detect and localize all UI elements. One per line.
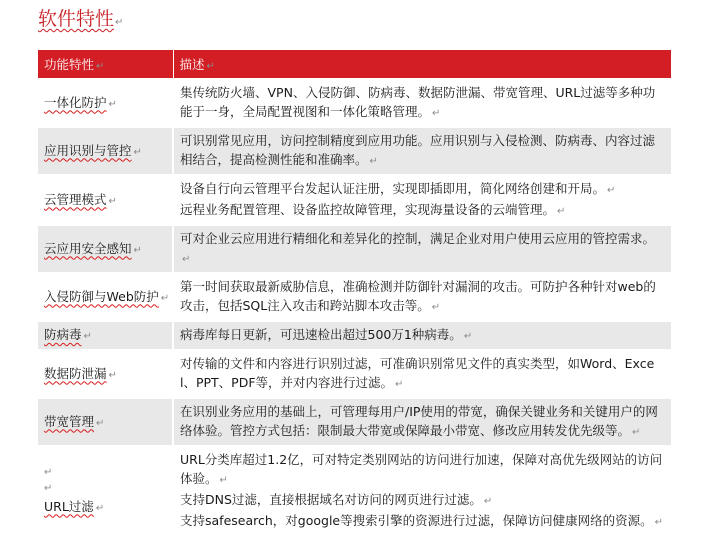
paragraph-mark-icon: ↵ (395, 379, 404, 390)
feature-cell (38, 225, 173, 273)
feature-label: 云应用安全感知 (44, 240, 132, 256)
feature-label: URL过滤 (44, 498, 94, 514)
description-text: 集传统防火墙、VPN、入侵防御、防病毒、数据防泄漏、带宽管理、URL过滤等多种功能于一身，全局配置视图和一体化策略管理。 ↵ (180, 85, 656, 119)
paragraph-mark-icon: ↵ (654, 517, 664, 528)
description-text: 支持DNS过滤，直接根据域名对访问的网页进行过滤。 ↵ (180, 492, 493, 507)
table-row (38, 79, 671, 127)
paragraph-mark-icon: ↵ (483, 496, 493, 507)
description-text: URL分类库超过1.2亿，可对特定类别网站的访问进行加速，保障对高优先级网站的访问体验。 ↵ (180, 452, 663, 486)
paragraph-mark-icon: ↵ (160, 292, 170, 304)
paragraph-mark-icon: ↵ (369, 156, 378, 167)
table-header-row (38, 50, 671, 79)
description-text: 设备自行向云管理平台发起认证注册，实现即插即用，简化网络创建和开局。 ↵ (180, 181, 616, 196)
paragraph-mark-icon: ↵ (607, 185, 616, 196)
description-cell (173, 321, 671, 350)
description-text: 远程业务配置管理、设备监控故障管理，实现海量设备的云端管理。 ↵ (180, 202, 566, 217)
description-cell (173, 79, 671, 127)
paragraph-mark-icon: ↵ (108, 98, 117, 110)
feature-cell (38, 79, 173, 127)
paragraph-mark-icon: ↵ (632, 427, 641, 438)
feature-cell (38, 273, 173, 321)
table-row (38, 273, 671, 321)
column-header-description: 描述 ↵ (173, 50, 671, 79)
description-cell (173, 175, 671, 225)
feature-label: 入侵防御与Web防护 (44, 288, 159, 304)
description-text: 对传输的文件和内容进行识别过滤，可准确识别常见文件的真实类型，如Word、Excel、PPT、PDF等，并对内容进行过滤。 ↵ (180, 356, 655, 390)
table-row (38, 350, 671, 398)
feature-cell (38, 321, 173, 350)
paragraph-mark-icon: ↵ (83, 331, 92, 342)
paragraph-mark-icon: ↵ (95, 502, 105, 514)
description-cell (173, 273, 671, 321)
feature-label: 云管理模式 (44, 191, 107, 207)
paragraph-mark-icon: ↵ (133, 244, 142, 256)
paragraph-mark-icon: ↵ (108, 195, 117, 207)
table-row (38, 398, 671, 446)
description-cell (173, 350, 671, 398)
description-cell (173, 127, 671, 175)
paragraph-mark-icon: ↵ (206, 61, 215, 72)
paragraph-mark-icon: ↵ (115, 17, 124, 28)
feature-label: 带宽管理 (44, 413, 95, 429)
paragraph-mark-icon: ↵ (219, 475, 228, 486)
description-text: 在识别业务应用的基础上，可管理每用户/IP使用的带宽，确保关键业务和关键用户的网络体验。管控方式包括：限制最大带宽或保障最小带宽、修改应用转发优先级等。 ↵ (180, 404, 658, 438)
paragraph-mark-icon: ↵ (431, 302, 441, 313)
table-row (38, 175, 671, 225)
title-text: 软件特性 (38, 8, 115, 30)
table-row (38, 225, 671, 273)
description-cell (173, 225, 671, 273)
feature-cell (38, 398, 173, 446)
paragraph-mark-icon: ↵ (96, 61, 105, 72)
paragraph-mark-icon: ↵ (432, 108, 441, 119)
feature-label: 防病毒 (44, 327, 82, 342)
feature-cell (38, 446, 173, 535)
description-text: 可识别常见应用，访问控制精度到应用功能。应用识别与入侵检测、防病毒、内容过滤相结合，提高检测性能和准确率。 ↵ (180, 133, 656, 167)
paragraph-mark-icon: ↵ (44, 482, 53, 494)
table-row (38, 321, 671, 350)
table-row (38, 446, 671, 535)
feature-label: 数据防泄漏 (44, 365, 107, 381)
paragraph-mark-icon: ↵ (108, 369, 117, 381)
paragraph-mark-icon: ↵ (182, 254, 191, 265)
description-cell (173, 398, 671, 446)
paragraph-mark-icon: ↵ (96, 417, 105, 429)
feature-table (38, 50, 671, 535)
column-header-feature: 功能特性 ↵ (38, 50, 173, 79)
paragraph-mark-icon: ↵ (463, 331, 473, 342)
feature-label: 一体化防护 (44, 94, 107, 110)
paragraph-mark-icon: ↵ (133, 146, 142, 158)
document-title (38, 6, 123, 36)
paragraph-mark-icon: ↵ (557, 206, 566, 217)
feature-cell (38, 175, 173, 225)
description-text: 可对企业云应用进行精细化和差异化的控制，满足企业对用户使用云应用的管控需求。↵ (180, 231, 656, 265)
description-cell (173, 446, 671, 535)
feature-label: 应用识别与管控 (44, 142, 132, 158)
table-row (38, 127, 671, 175)
description-text: 病毒库每日更新，可迅速检出超过500万1种病毒。 ↵ (180, 327, 473, 342)
feature-cell (38, 127, 173, 175)
description-text: 支持safesearch，对google等搜索引擎的资源进行过滤，保障访问健康网络的资源。 ↵ (180, 513, 664, 528)
paragraph-mark-icon: ↵ (44, 466, 53, 478)
description-text: 第一时间获取最新威胁信息，准确检测并防御针对漏洞的攻击。可防护各种针对web的攻击，包括SQL注入攻击和跨站脚本攻击等。 ↵ (180, 279, 656, 313)
feature-cell (38, 350, 173, 398)
